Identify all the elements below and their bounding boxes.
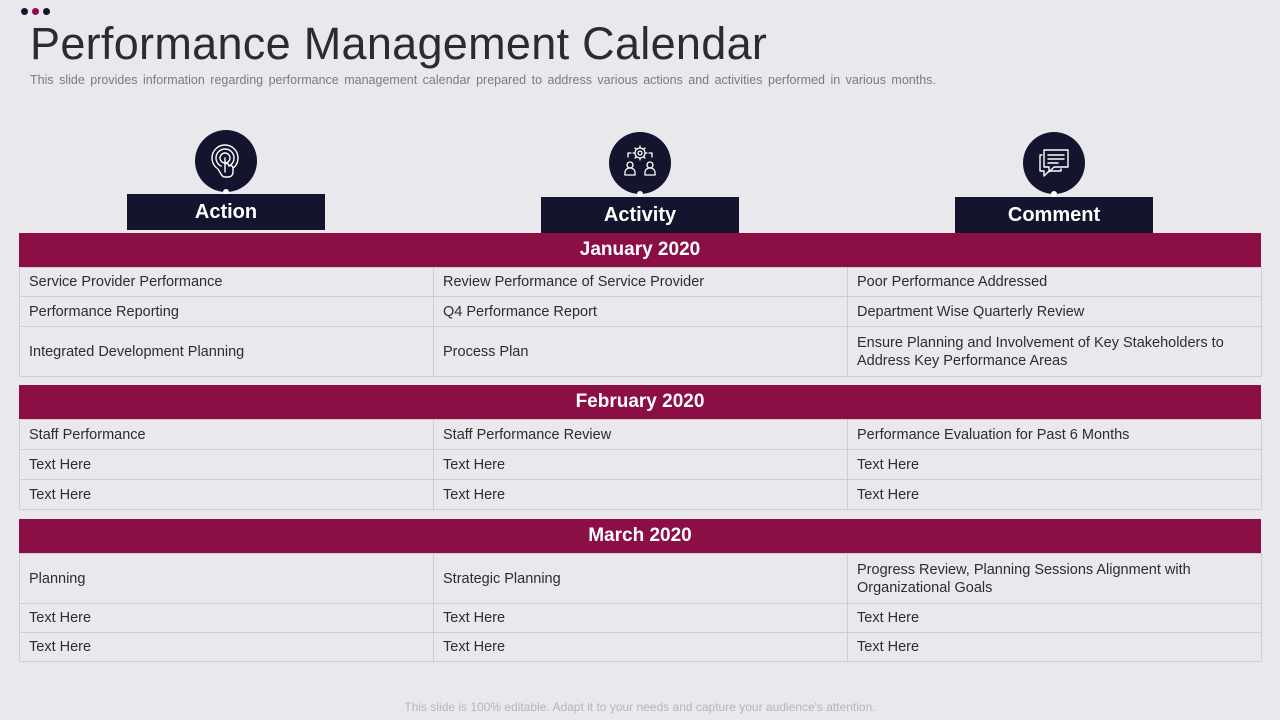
table-row [20,327,1262,377]
footer-note: This slide is 100% editable. Adapt it to your needs and capture your audience's attention. [404,700,876,714]
action-cell: Service Provider Performance [20,268,434,297]
column-header-action [127,130,325,230]
touch-icon [195,130,257,192]
comment-cell: Text Here [848,633,1262,662]
month-table [19,553,1262,662]
action-cell: Text Here [20,633,434,662]
activity-cell: Review Performance of Service Provider [434,268,848,297]
action-cell: Staff Performance [20,420,434,450]
action-cell: Performance Reporting [20,297,434,327]
table-row [20,633,1262,662]
activity-cell: Text Here [434,450,848,480]
month-header: March 2020 [19,519,1261,553]
chat-icon [1023,132,1085,194]
action-cell: Text Here [20,480,434,510]
comment-cell: Poor Performance Addressed [848,268,1262,297]
activity-cell: Text Here [434,633,848,662]
column-header-comment [955,132,1153,232]
comment-cell: Text Here [848,450,1262,480]
activity-cell: Text Here [434,604,848,633]
decor-dots [21,8,50,15]
comment-cell: Text Here [848,480,1262,510]
table-row [20,450,1262,480]
month-section-february [19,385,1261,510]
action-cell: Text Here [20,450,434,480]
team-gear-icon [609,132,671,194]
decor-dot [43,8,50,15]
month-header: February 2020 [19,385,1261,419]
month-section-january [19,233,1261,377]
month-section-march [19,519,1261,662]
decor-dot [21,8,28,15]
table-row [20,420,1262,450]
column-label-action: Action [127,194,325,230]
page-subtitle: This slide provides information regarding performance management calendar prepared to address various actions and activities performed in various months. [30,73,936,87]
comment-cell: Text Here [848,604,1262,633]
page-title: Performance Management Calendar [30,18,768,69]
column-header-activity [541,132,739,232]
comment-cell: Performance Evaluation for Past 6 Months [848,420,1262,450]
action-cell: Planning [20,554,434,604]
table-row [20,604,1262,633]
activity-cell: Strategic Planning [434,554,848,604]
table-row [20,480,1262,510]
activity-cell: Text Here [434,480,848,510]
action-cell: Text Here [20,604,434,633]
activity-cell: Process Plan [434,327,848,377]
table-row [20,554,1262,604]
month-table [19,267,1262,377]
table-row [20,297,1262,327]
comment-cell: Department Wise Quarterly Review [848,297,1262,327]
month-table [19,419,1262,510]
comment-cell: Progress Review, Planning Sessions Alignment with Organizational Goals [848,554,1262,604]
month-header: January 2020 [19,233,1261,267]
activity-cell: Q4 Performance Report [434,297,848,327]
comment-cell: Ensure Planning and Involvement of Key Stakeholders to Address Key Performance Areas [848,327,1262,377]
activity-cell: Staff Performance Review [434,420,848,450]
column-label-activity: Activity [541,197,739,233]
table-row [20,268,1262,297]
column-label-comment: Comment [955,197,1153,233]
decor-dot [32,8,39,15]
action-cell: Integrated Development Planning [20,327,434,377]
